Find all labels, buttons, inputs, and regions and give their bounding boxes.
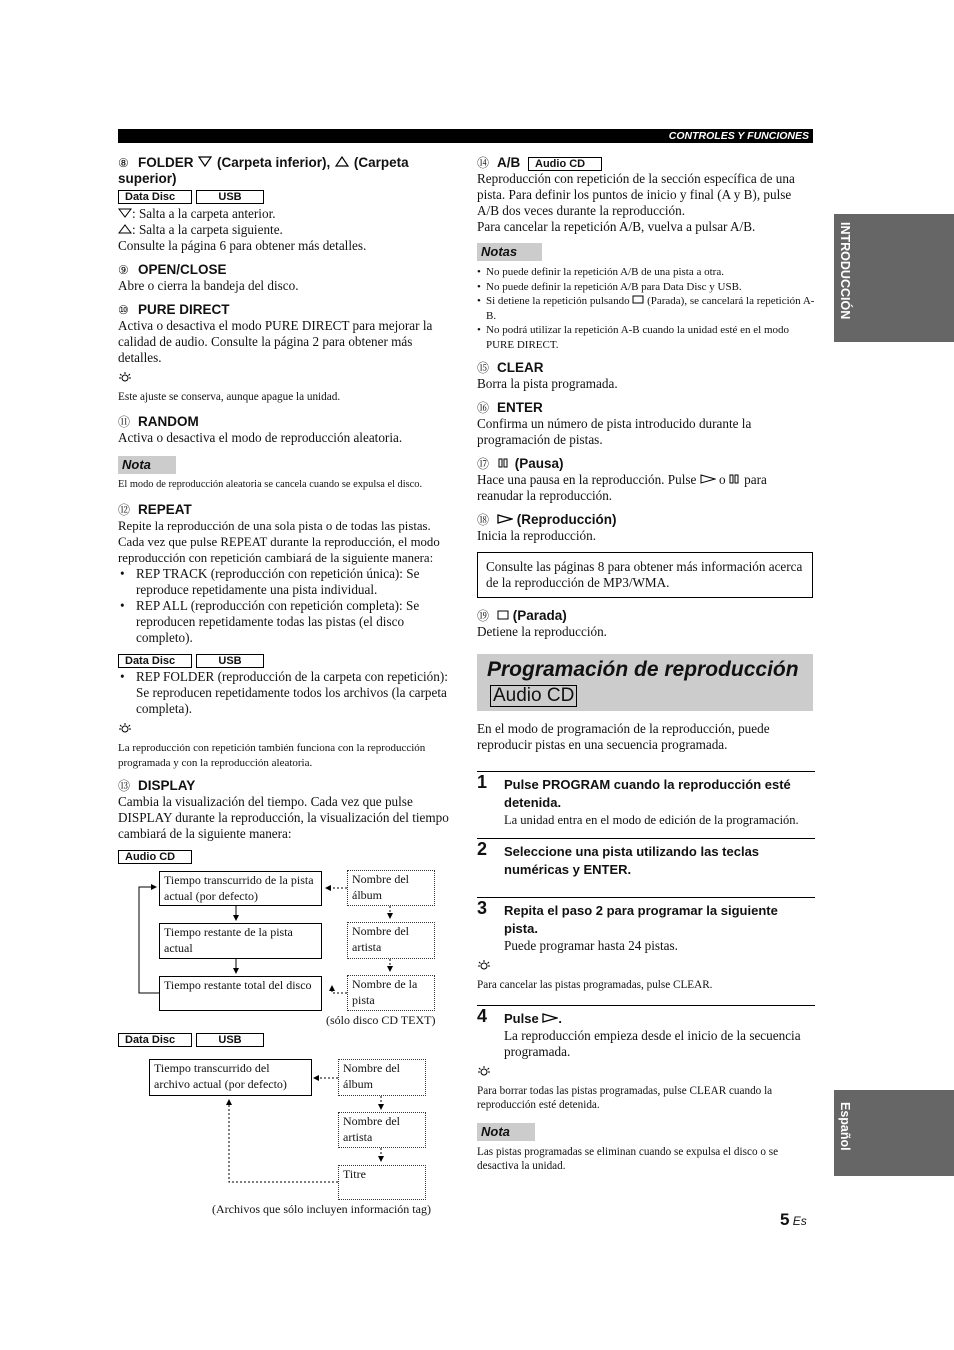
repeat-text: Repite la reproducción de una sola pista o de todas las pistas. Cada vez que pulse REPEAT durante la reproducción, el modo reproducción con repetición cambiará de la siguiente manera: <box>118 519 440 565</box>
note-label: Nota <box>118 456 176 474</box>
enter-heading <box>477 400 815 416</box>
random-text: Activa o desactiva el modo de reproducción aleatoria. <box>118 429 403 445</box>
right-column <box>477 153 815 1174</box>
data-disc-tag: Data Disc <box>118 190 192 204</box>
tip-icon <box>118 372 132 384</box>
triangle-down-icon <box>197 156 213 167</box>
clear-heading <box>477 360 815 376</box>
step-3 <box>477 897 815 954</box>
flow-box-dashed: Titre <box>338 1165 426 1200</box>
stop-icon <box>497 610 509 620</box>
section-header-bar <box>118 129 813 143</box>
flow-box-dashed: Nombre del artista <box>347 922 435 959</box>
pause-text-part: o <box>718 472 726 487</box>
step-number: 1 <box>477 772 488 792</box>
stop-text: Detiene la reproducción. <box>477 624 607 639</box>
display-heading <box>118 778 456 794</box>
item-number: ⑯ <box>477 401 490 415</box>
display-text: Cambia la visualización del tiempo. Cada vez que pulse DISPLAY durante la reproducción, la visualización del tiempo cambiará de la siguiente manera: <box>118 794 449 841</box>
pause-text-part: Hace una pausa en la reproducción. Pulse <box>477 472 697 487</box>
program-title: Programación de reproducción <box>487 658 799 681</box>
data-disc-tag: Data Disc <box>118 1033 192 1047</box>
stop-icon <box>632 295 644 304</box>
heading-text: A/B <box>497 155 521 170</box>
pause-text <box>477 472 815 504</box>
pause-icon <box>729 474 741 484</box>
folder-line-text: : Salta a la carpeta siguiente. <box>132 222 283 237</box>
step-number: 4 <box>477 1005 488 1026</box>
folder-line-text: : Salta a la carpeta anterior. <box>132 206 276 221</box>
note-text: Si detiene la repetición pulsando <box>486 295 630 307</box>
heading-text: PURE DIRECT <box>138 302 230 317</box>
random-note: El modo de reproducción aleatoria se cancela cuando se expulsa el disco. <box>118 478 423 490</box>
notes-label: Notas <box>477 243 542 261</box>
step-number: 2 <box>477 839 488 859</box>
heading-text: DISPLAY <box>138 778 196 793</box>
play-text: Inicia la reproducción. <box>477 528 596 543</box>
random-heading <box>118 414 456 430</box>
flow-box: Tiempo transcurrido de la pista actual (por defecto) <box>159 871 322 906</box>
flow-box-dashed: Nombre del artista <box>338 1112 426 1148</box>
play-icon <box>700 474 716 484</box>
item-number: ⑲ <box>477 609 490 623</box>
heading-text: (Carpeta superior) <box>118 155 409 186</box>
open-close-heading <box>118 262 456 278</box>
heading-text: (Carpeta inferior), <box>217 155 331 170</box>
item-number: ⑪ <box>118 414 131 429</box>
item-number: ⑭ <box>477 156 490 170</box>
list-item: • REP ALL (reproducción con repetición completa): Se reproducen repetidamente todas las pistas (el disco completo). <box>118 598 456 646</box>
tag-row <box>118 188 456 204</box>
list-item: • No podrá utilizar la repetición A-B cuando la unidad esté en el modo PURE DIRECT. <box>477 323 815 352</box>
cd-display-flow <box>118 860 458 1040</box>
flow-caption: (sólo disco CD TEXT) <box>326 1013 436 1027</box>
step-body: La reproducción empieza desde el inicio de la secuencia programada. <box>504 1027 801 1059</box>
flow-box: Tiempo transcurrido del archivo actual (por defecto) <box>149 1059 312 1096</box>
pause-text-part: para reanudar la reproducción. <box>477 472 767 503</box>
pure-direct-tip: Este ajuste se conserva, aunque apague la unidad. <box>118 391 341 403</box>
pure-direct-heading <box>118 302 456 318</box>
step-heading: Pulse PROGRAM cuando la reproducción esté detenida. <box>504 777 791 810</box>
open-close-text: Abre o cierra la bandeja del disco. <box>118 278 299 293</box>
step-1 <box>477 771 815 828</box>
ab-text: Para cancelar la repetición A/B, vuelva a pulsar A/B. <box>477 219 756 234</box>
left-column <box>118 153 456 864</box>
step-heading: Seleccione una pista utilizando las teclas numéricas y ENTER. <box>504 844 760 877</box>
item-number: ⑧ <box>118 156 129 170</box>
heading-text: CLEAR <box>497 360 544 375</box>
heading-text: ENTER <box>497 400 543 415</box>
flow-box-dashed: Nombre del álbum <box>338 1059 426 1096</box>
info-box: Consulte las páginas 8 para obtener más información acerca de la reproducción de MP3/WMA. <box>477 552 813 598</box>
data-disc-tag: Data Disc <box>118 654 192 668</box>
program-tip: Para cancelar las pistas programadas, pulse CLEAR. <box>477 979 713 991</box>
list-item: • No puede definir la repetición A/B de una pista a otra. <box>477 265 815 280</box>
step-4 <box>477 1005 815 1060</box>
usb-tag: USB <box>196 654 264 668</box>
program-section-title <box>477 654 813 711</box>
triangle-up-icon <box>118 224 132 234</box>
heading-text: REPEAT <box>138 502 192 517</box>
play-heading <box>477 512 815 528</box>
item-number: ⑬ <box>118 779 131 793</box>
play-icon <box>542 1013 558 1023</box>
page-number-value: 5 <box>780 1210 790 1229</box>
folder-line: Consulte la página 6 para obtener más detalles. <box>118 238 367 253</box>
pause-heading <box>477 456 815 472</box>
item-number: ⑩ <box>118 303 129 317</box>
page-number <box>780 1212 807 1229</box>
program-subtitle: Audio CD <box>490 685 577 707</box>
tab-espanol[interactable] <box>834 1090 954 1176</box>
list-item: • REP TRACK (reproducción con repetición única): Se reproduce repetidamente una pista individual. <box>118 566 456 598</box>
stop-heading <box>477 608 815 624</box>
step-body: Puede programar hasta 24 pistas. <box>504 938 678 953</box>
item-number: ⑮ <box>477 361 490 375</box>
program-intro: En el modo de programación de la reproducción, puede reproducir pistas en una secuencia programada. <box>477 721 770 752</box>
flow-box-dashed: Nombre de la pista <box>347 975 435 1011</box>
heading-text: RANDOM <box>138 413 199 429</box>
section-header-title: CONTROLES Y FUNCIONES <box>668 130 809 142</box>
page-lang: Es <box>792 1214 807 1228</box>
repeat-heading <box>118 502 456 518</box>
flow-box-dashed: Nombre del álbum <box>347 870 435 906</box>
tip-icon <box>477 1066 491 1078</box>
flow-caption: (Archivos que sólo incluyen información tag) <box>212 1202 431 1216</box>
step-heading-text: Pulse <box>504 1010 539 1026</box>
tab-introduccion[interactable] <box>834 214 954 342</box>
step-body: La unidad entra en el modo de edición de la programación. <box>504 813 799 827</box>
enter-text: Confirma un número de pista introducido durante la programación de pistas. <box>477 416 752 447</box>
repeat-list <box>118 566 456 646</box>
item-number: ⑨ <box>118 263 129 277</box>
ab-text: Reproducción con repetición de la sección específica de una pista. Para definir los puntos de inicio y final (A y B), pulse A/B dos veces durante la reproducción. <box>477 171 795 218</box>
ab-heading <box>477 155 815 171</box>
tab-introduccion-label: INTRODUCCIÓN <box>838 222 852 320</box>
tip-icon <box>477 960 491 972</box>
folder-line <box>118 222 456 238</box>
heading-text: (Pausa) <box>514 456 564 471</box>
audio-cd-tag: Audio CD <box>118 850 192 864</box>
heading-text: (Reproducción) <box>516 512 617 527</box>
play-icon <box>497 514 513 524</box>
tab-espanol-label: Español <box>838 1102 852 1151</box>
note-text: (Parada), se cancelará la repetición A-B. <box>486 295 815 322</box>
tip-icon <box>118 723 132 735</box>
triangle-down-icon <box>118 208 132 218</box>
list-item: • No puede definir la repetición A/B para Data Disc y USB. <box>477 280 815 295</box>
clear-text: Borra la pista programada. <box>477 376 618 391</box>
triangle-up-icon <box>334 156 350 167</box>
list-item: • REP FOLDER (reproducción de la carpeta con repetición): Se reproducen repetidamente todos los archivos (la carpeta completa). <box>118 669 456 717</box>
item-number: ⑰ <box>477 457 490 471</box>
pure-direct-text: Activa o desactiva el modo PURE DIRECT para mejorar la calidad de audio. Consulte la página 2 para obtener más detalles. <box>118 318 433 365</box>
item-number: ⑫ <box>118 503 131 517</box>
usb-tag: USB <box>196 190 264 204</box>
note-label: Nota <box>477 1123 535 1141</box>
list-item <box>477 294 815 323</box>
heading-text: OPEN/CLOSE <box>138 262 227 277</box>
flow-box: Tiempo restante total del disco <box>159 976 322 1011</box>
repeat-tip: La reproducción con repetición también funciona con la reproducción programada y con la reproducción aleatoria. <box>118 742 426 769</box>
usb-tag: USB <box>196 1033 264 1047</box>
step-2 <box>477 838 815 879</box>
file-display-flow <box>118 1055 458 1220</box>
step-heading: Repita el paso 2 para programar la siguiente pista. <box>504 903 778 936</box>
repeat-list <box>118 669 456 717</box>
tag-row <box>118 652 456 668</box>
ab-notes <box>477 265 815 352</box>
folder-line <box>118 206 456 222</box>
program-note: Las pistas programadas se eliminan cuando se expulsa el disco o se desactiva la unidad. <box>477 1145 779 1172</box>
step-number: 3 <box>477 898 488 918</box>
item-number: ⑱ <box>477 513 490 527</box>
folder-heading <box>118 155 456 187</box>
step-heading: Pulse . <box>504 1010 562 1026</box>
heading-text: FOLDER <box>138 155 194 170</box>
flow-box: Tiempo restante de la pista actual <box>159 923 322 959</box>
audio-cd-tag: Audio CD <box>528 157 602 171</box>
heading-text: (Parada) <box>512 608 567 623</box>
pause-icon <box>497 458 511 468</box>
program-tip: Para borrar todas las pistas programadas, pulse CLEAR cuando la reproducción esté detenida. <box>477 1084 773 1111</box>
